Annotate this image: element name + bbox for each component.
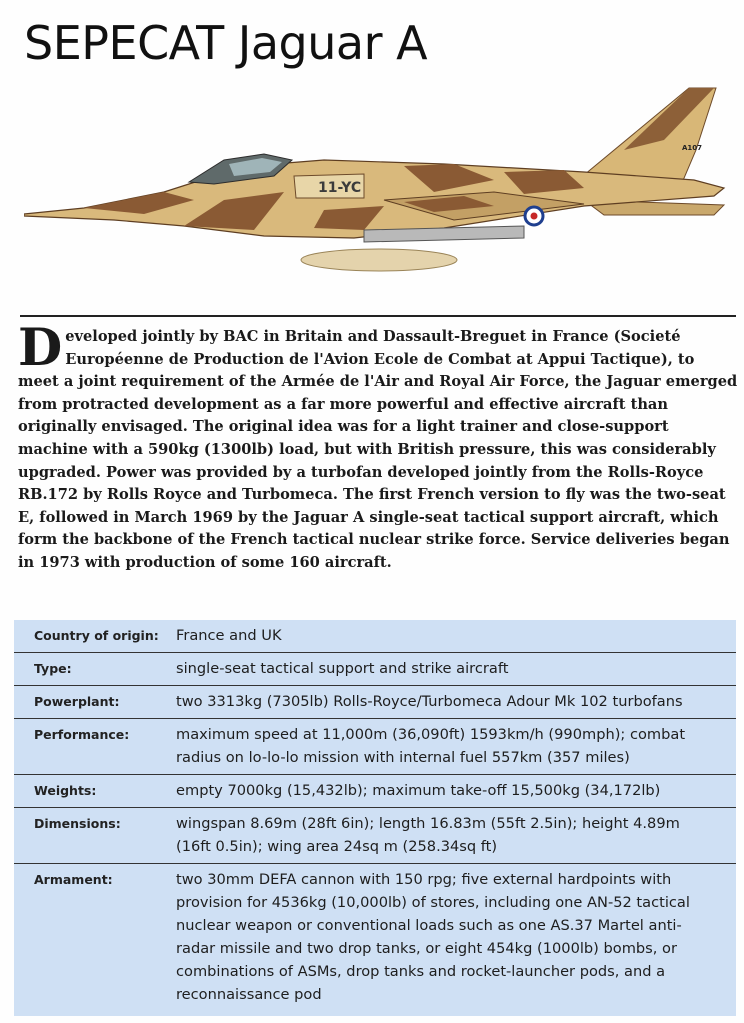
- spec-label: Armament:: [34, 872, 113, 887]
- spec-label: Weights:: [34, 783, 97, 798]
- spec-table: [14, 620, 736, 1016]
- spec-row-dimensions: [14, 808, 736, 864]
- spec-row-performance: [14, 719, 736, 775]
- spec-value: two 3313kg (7305lb) Rolls-Royce/Turbomeca Adour Mk 102 turbofans: [176, 693, 683, 710]
- spec-row-weights: [14, 775, 736, 808]
- drop-cap: D: [18, 318, 63, 378]
- spec-label: Dimensions:: [34, 816, 121, 831]
- spec-value: two 30mm DEFA cannon with 150 rpg; five external hardpoints with provision for 4536kg (10,000lb) of stores, including one AN-52 tactical nuclear weapon or conventional loads such as one AS.37 Martel anti-radar missile and two drop tanks, or eight 454kg (1000lb) bombs, or combinations of ASMs, drop tanks and rocket-launcher pods, and a reconnaissance pod: [176, 871, 690, 1003]
- spec-label: Powerplant:: [34, 694, 120, 709]
- divider-rule: [20, 315, 736, 317]
- spec-row-armament: [14, 864, 736, 1011]
- spec-value: empty 7000kg (15,432lb); maximum take-off 15,500kg (34,172lb): [176, 782, 661, 799]
- spec-value: maximum speed at 11,000m (36,090ft) 1593km/h (990mph); combat radius on lo-lo-lo mission with internal fuel 557km (357 miles): [176, 726, 686, 766]
- aircraft-illustration: [24, 80, 734, 280]
- spec-value: France and UK: [176, 627, 282, 644]
- aircraft-code: 11-YC: [318, 180, 362, 196]
- tail-code: A107: [682, 144, 703, 152]
- spec-label: Performance:: [34, 727, 130, 742]
- spec-value: single-seat tactical support and strike aircraft: [176, 660, 509, 677]
- intro-text: eveloped jointly by BAC in Britain and Dassault-Breguet in France (Societé Européenne de Production de l'Avion Ecole de Combat at Appui Tactique), to meet a joint requirement of the Armée de l'Air and Royal Air Force, the Jaguar emerged from protracted development as a far more powerful and effective aircraft than originally envisaged. The original idea was for a light trainer and close-support machine with a 590kg (1300lb) load, but with British pressure, this was considerably upgraded. Power was provided by a turbofan developed jointly from the Rolls-Royce RB.172 by Rolls Royce and Turbomeca. The first French version to fly was the two-seat E, followed in March 1969 by the Jaguar A single-seat tactical support aircraft, which form the backbone of the French tactical nuclear strike force. Service deliveries began in 1973 with production of some 160 aircraft.: [18, 328, 738, 571]
- spec-row-country: [14, 620, 736, 653]
- spec-value: wingspan 8.69m (28ft 6in); length 16.83m (55ft 2.5in); height 4.89m (16ft 0.5in); wing area 24sq m (258.34sq ft): [176, 815, 680, 855]
- spec-row-type: [14, 653, 736, 686]
- spec-row-powerplant: [14, 686, 736, 719]
- spec-label: Country of origin:: [34, 628, 159, 643]
- spec-label: Type:: [34, 661, 72, 676]
- intro-paragraph: [18, 318, 738, 575]
- page-title: SEPECAT Jaguar A: [24, 16, 428, 70]
